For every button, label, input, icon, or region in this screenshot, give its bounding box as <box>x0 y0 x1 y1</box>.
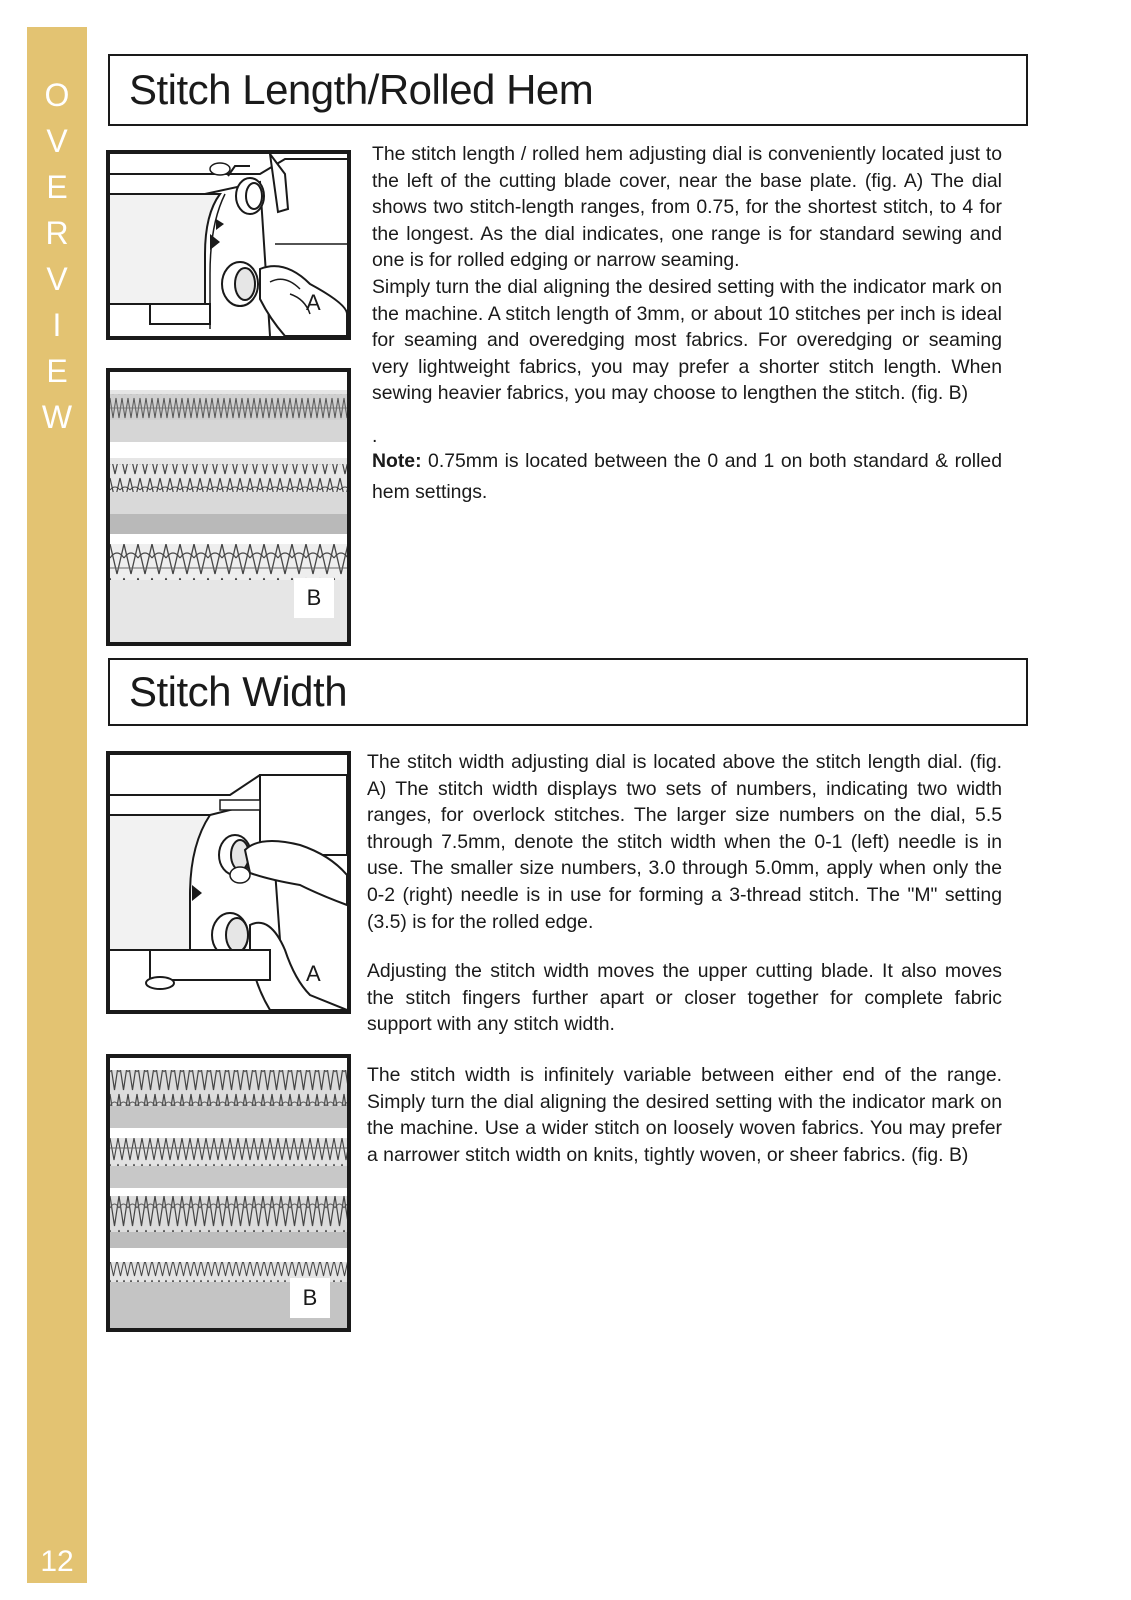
stitch-width-paragraph: The stitch width adjusting dial is located above the stitch length dial. (fig. A) The stitch width displays two sets of numbers, indicating two width ranges, for overlock stitches. The larger size numbers on the dial, 5.5 through 7.5mm, denote the stitch width when the 0-1 (left) needle is in use. The smaller size numbers, 3.0 through 5.0mm, apply when only the 0-2 (right) needle is in use for forming a 3-thread stitch. The "M" setting (3.5) is for the rolled edge. <box>367 751 1002 933</box>
figure-label-a: A <box>306 961 321 986</box>
note-label: Note: <box>372 450 422 472</box>
sidebar-letter: V <box>46 261 68 297</box>
stray-dot: . <box>372 425 378 447</box>
section-heading-stitch-width <box>108 658 1028 726</box>
sidebar-letter: I <box>52 307 62 343</box>
sidebar-letter: E <box>46 169 68 205</box>
figure-label-b: B <box>290 1278 330 1318</box>
figure-b-stitch-width-samples <box>106 1054 351 1332</box>
stitch-width-paragraph: Adjusting the stitch width moves the upper cutting blade. It also moves the stitch fingers further apart or closer together for complete fabric support with any stitch width. <box>367 960 1002 1036</box>
figure-a-stitch-width-dial <box>106 751 351 1014</box>
sidebar-letter: V <box>46 123 68 159</box>
stitch-length-paragraph: The stitch length / rolled hem adjusting dial is conveniently located just to the left of the cutting blade cover, near the base plate. (fig. A) The dial shows two stitch-length ranges, from 0.75, for the shortest stitch, to 4 for the longest. As the dial indicates, one range is for standard sewing and one is for rolled edging or narrow seaming. <box>372 143 1002 272</box>
figure-label-a: A <box>306 290 321 315</box>
stitch-length-paragraph: Simply turn the dial aligning the desired setting with the indicator mark on the machine. A stitch length of 3mm, or about 10 stitches per inch is ideal for seaming and overedging most fabrics. For overedging or seaming very lightweight fabrics, you may prefer a shorter stitch length. When sewing heavier fabrics, you may choose to lengthen the stitch. (fig. B) <box>372 276 1002 405</box>
section-title: Stitch Width <box>129 668 348 715</box>
sidebar-letter: O <box>44 77 70 113</box>
sidebar-letter: E <box>46 353 68 389</box>
note-paragraph <box>372 446 1002 508</box>
sidebar-tab <box>27 27 87 1583</box>
sidebar-letter: R <box>45 215 69 251</box>
page-number: 12 <box>40 1545 74 1578</box>
sidebar-letter: W <box>41 399 73 435</box>
figure-label-b: B <box>294 578 334 618</box>
stitch-width-paragraph: The stitch width is infinitely variable between either end of the range. Simply turn the dial aligning the desired setting with the indicator mark on the machine. Use a wider stitch on loosely woven fabrics. You may prefer a narrower stitch width on knits, tightly woven, or sheer fabrics. (fig. B) <box>367 1064 1002 1166</box>
section-title: Stitch Length/Rolled Hem <box>129 66 594 113</box>
note-text: 0.75mm is located between the 0 and 1 on both standard & rolled hem settings. <box>372 450 1002 503</box>
figure-a-stitch-length-dial <box>106 150 351 340</box>
figure-b-stitch-length-samples <box>106 368 351 646</box>
section-heading-stitch-length <box>108 54 1028 126</box>
